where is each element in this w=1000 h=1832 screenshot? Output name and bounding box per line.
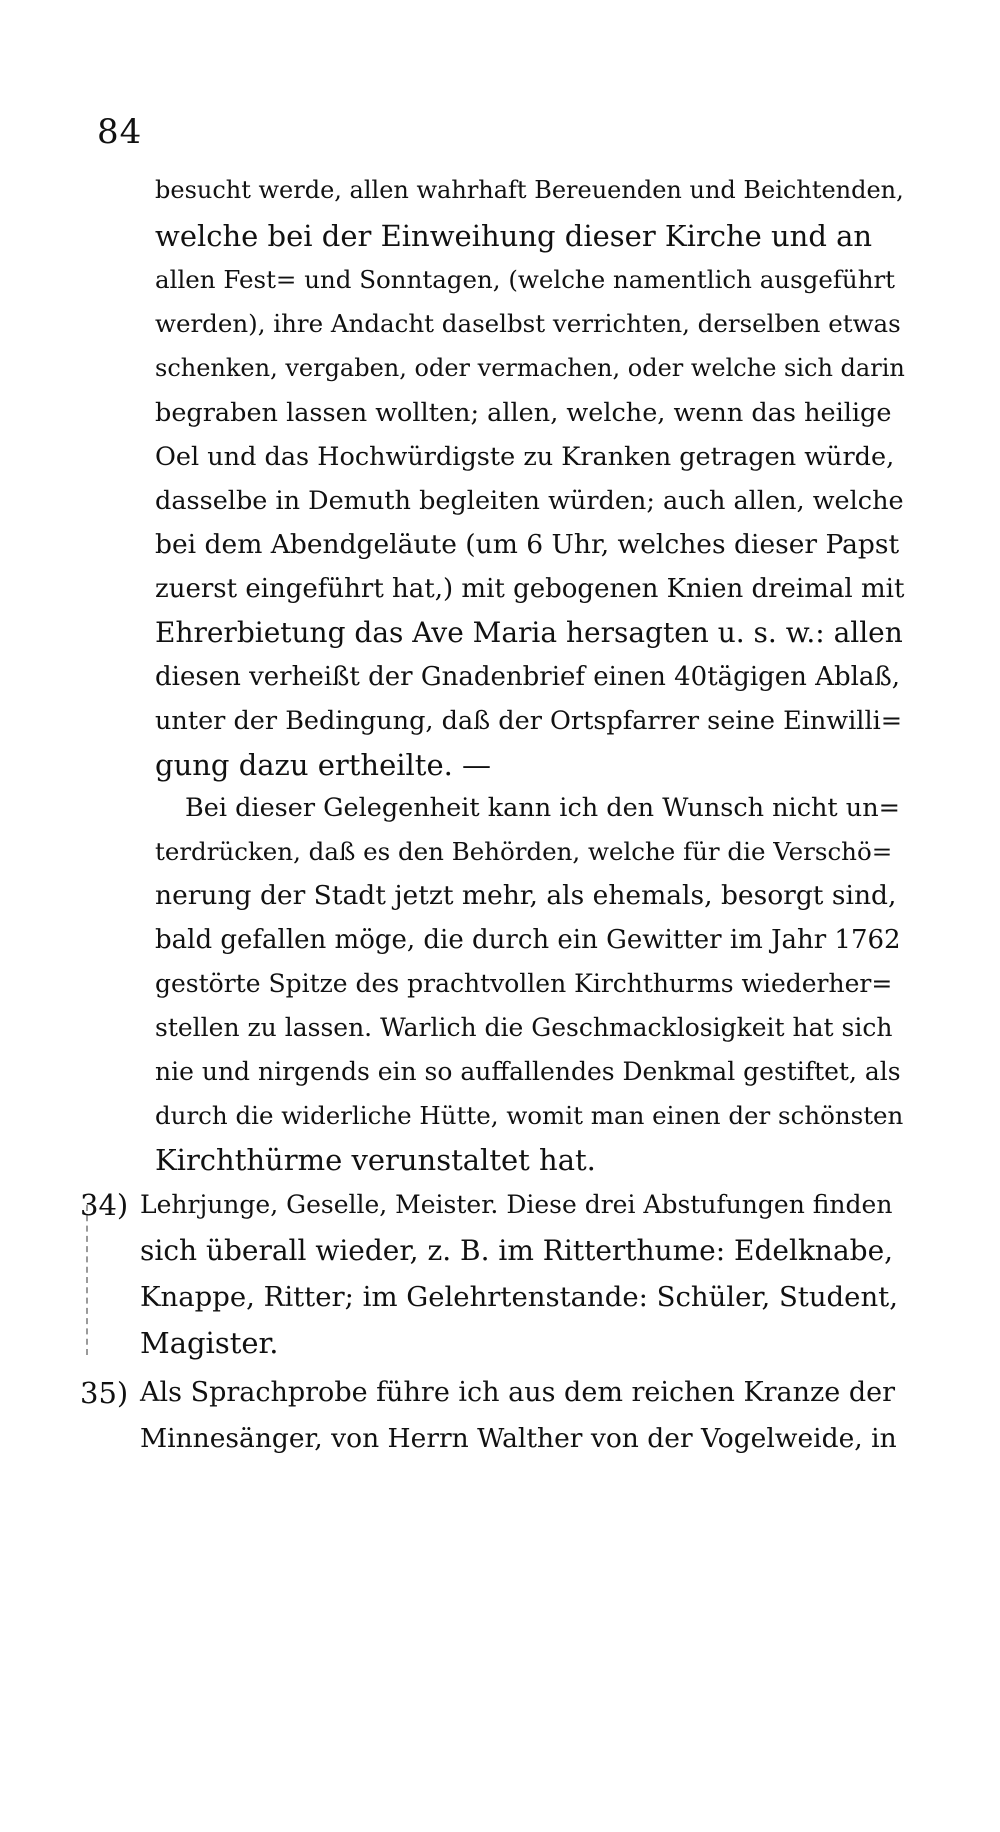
- text-line: besucht werde, allen wahrhaft Bereuenden und Beichtenden,: [155, 176, 904, 204]
- text-line: bei dem Abendgeläute (um 6 Uhr, welches dieser Papst: [155, 529, 900, 560]
- text-line: Kirchthürme verunstaltet hat.: [155, 1143, 596, 1177]
- footnote-line: Als Sprachprobe führe ich aus dem reichen Kranze der: [140, 1377, 895, 1408]
- text-line: gestörte Spitze des prachtvollen Kirchthurms wiederher=: [155, 969, 893, 998]
- footnote-number: 34): [80, 1188, 129, 1222]
- footnote-line: Minnesänger, von Herrn Walther von der Vogelweide, in: [140, 1423, 897, 1454]
- text-line: stellen zu lassen. Warlich die Geschmacklosigkeit hat sich: [155, 1013, 893, 1042]
- text-line: schenken, vergaben, oder vermachen, oder welche sich darin: [155, 354, 905, 382]
- text-line: begraben lassen wollten; allen, welche, wenn das heilige: [155, 398, 892, 428]
- page-number: 84: [97, 112, 143, 152]
- footnote-line: Knappe, Ritter; im Gelehrtenstande: Schüler, Student,: [140, 1281, 898, 1313]
- text-line: durch die widerliche Hütte, womit man einen der schönsten: [155, 1101, 904, 1130]
- text-line: diesen verheißt der Gnadenbrief einen 40tägigen Ablaß,: [155, 662, 901, 692]
- text-line: bald gefallen möge, die durch ein Gewitter im Jahr 1762: [155, 925, 901, 955]
- text-line: Ehrerbietung das Ave Maria hersagten u. s. w.: allen: [155, 616, 903, 649]
- text-line: welche bei der Einweihung dieser Kirche und an: [155, 219, 873, 253]
- text-line: nerung der Stadt jetzt mehr, als ehemals, besorgt sind,: [155, 880, 897, 911]
- text-line: dasselbe in Demuth begleiten würden; auch allen, welche: [155, 486, 904, 516]
- footnote-line: Lehrjunge, Geselle, Meister. Diese drei Abstufungen finden: [140, 1190, 893, 1219]
- margin-mark: [86, 1205, 88, 1355]
- text-line: gung dazu ertheilte. —: [155, 748, 492, 782]
- footnote-line: sich überall wieder, z. B. im Ritterthume: Edelknabe,: [140, 1234, 894, 1267]
- footnote-number: 35): [80, 1376, 129, 1410]
- text-line: allen Fest= und Sonntagen, (welche namentlich ausgeführt: [155, 265, 896, 294]
- text-line: terdrücken, daß es den Behörden, welche für die Verschö=: [155, 837, 893, 866]
- text-line: zuerst eingeführt hat,) mit gebogenen Knien dreimal mit: [155, 574, 905, 604]
- text-line: Bei dieser Gelegenheit kann ich den Wunsch nicht un=: [185, 793, 900, 823]
- footnote-line: Magister.: [140, 1326, 279, 1360]
- text-line: werden), ihre Andacht daselbst verrichten, derselben etwas: [155, 309, 901, 338]
- text-line: unter der Bedingung, daß der Ortspfarrer seine Einwilli=: [155, 706, 903, 736]
- text-line: nie und nirgends ein so auffallendes Denkmal gestiftet, als: [155, 1057, 901, 1086]
- text-line: Oel und das Hochwürdigste zu Kranken getragen würde,: [155, 442, 895, 472]
